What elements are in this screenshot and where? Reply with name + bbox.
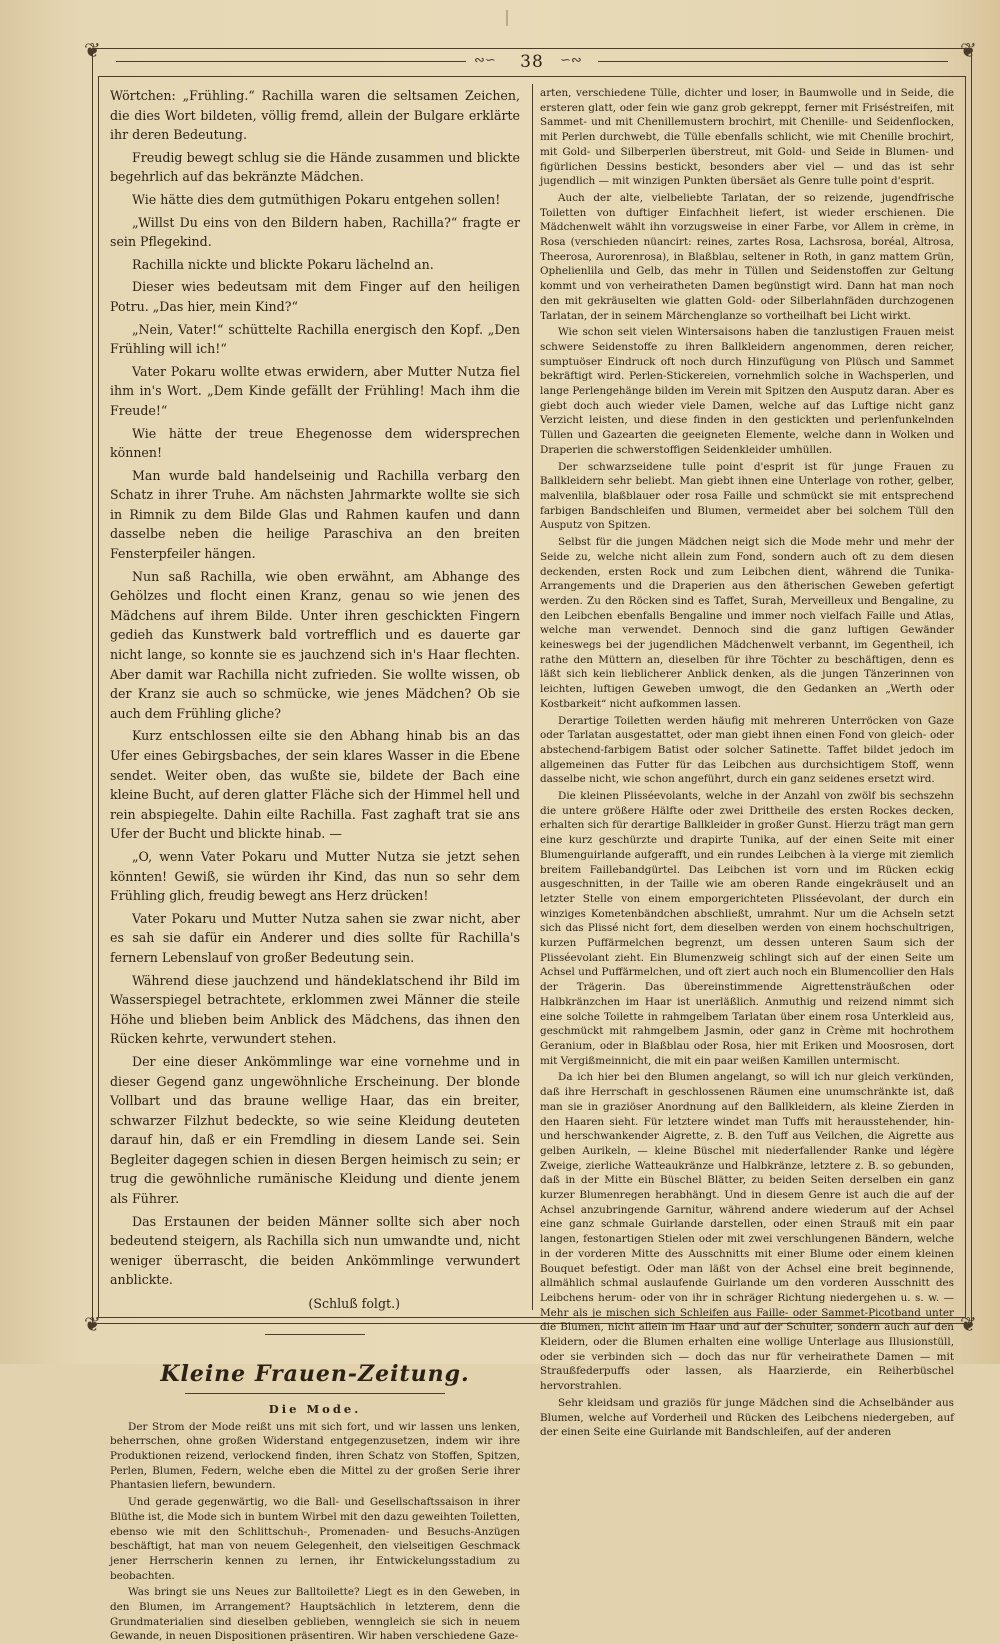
story-paragraph: Der eine dieser Ankömmlinge war eine vornehme und in dieser Gegend ganz ungewöhnliche Erscheinung. Der blonde Vollbart und das braune wellige Haar, das ein breiter, schwarzer Filzhut bedeckte, so wie seine Kleidung deuteten darauf hin, daß er ein Fremdling in diesem Lande sei. Sein Begleiter dagegen schien in diesen Bergen heimisch zu sein; er trug die gewöhnliche rumänische Kleidung und diente jenem als Führer. [110, 1053, 520, 1207]
story-paragraph: Wie hätte dies dem gutmüthigen Pokaru entgehen sollen! [132, 191, 501, 207]
news-section [110, 1361, 520, 1644]
right-column [540, 86, 954, 1439]
news-paragraph: Was bringt sie uns Neues zur Balltoilette? Liegt es in den Geweben, in den Blumen, im Arrangement? Hauptsächlich in letzterem, denn die Grundmaterialien sind dieselben geblieben, wenngleich sie sich in neuem Gewande, in neuen Dispositionen präsentiren. Wir haben verschiedene Gaze- [110, 1586, 520, 1643]
story-paragraph: „Nein, Vater!“ schüttelte Rachilla energisch den Kopf. „Den Frühling will ich!“ [110, 321, 520, 357]
flourish-right-icon: ∽∾ [560, 53, 582, 68]
continuation-note: (Schluß folgt.) [308, 1296, 400, 1312]
header-rule [598, 61, 948, 62]
story-paragraph: Freudig bewegt schlug sie die Hände zusammen und blickte begehrlich auf das bekränzte Mädchen. [110, 149, 520, 185]
news-paragraph: Da ich hier bei den Blumen angelangt, so will ich nur gleich verkünden, daß ihre Herrschaft in geschlossenen Räumen eine unumschränkte ist, daß man sie in graziöser Anordnung auf den Ballkleidern, als kleine Zierden in den Haaren sieht. Für letztere windet man Tuffs mit herausstehender, hin- und herschwankender Aigrette, z. B. den Tuff aus Veilchen, die Aigrette aus gelben Aurikeln, — kleine Büschel mit niederfallender Ranke und légère Zweige, zierliche Watteaukränze und Halbkränze, letztere z. B. so gebunden, daß in der Mitte ein Büschel Blätter, zu beiden Seiten derselben ein ganz kurzer Blumenregen herabhängt. Und in diesem Genre ist auch die auf der Achsel anzubringende Garnitur, während andere wiederum auf der Achsel eine ganz schmale Guirlande darstellen, oder einen Strauß mit ein paar langen, festonartigen Stielen oder mit zwei verschlungenen Bändern, welche in der vorderen Mitte des Ausschnitts mit einer Blume oder einem kleinen Bouquet befestigt. Oder man läßt von der Achsel eine breit beginnende, allmählich schmal auslaufende Guirlande um den vorderen Ausschnitt des Leibchens herum- oder von ihr in schräger Richtung niedergehen u. s. w. — Mehr als je mischen sich Schleifen aus Faille- oder Sammet-Picotband unter die Blumen, nicht allein im Haar und auf der Schulter, sondern auch auf den Kleidern, oder die Blumen erhalten eine wollige Unterlage aus Illusionstüll, oder sie verbinden sich — doch das nur für verheirathete Damen — mit Straußfederpuffs oder lassen, als Haarzierde, ein Reiherbüschel hervorstrahlen. [540, 1071, 954, 1393]
story-paragraph: Vater Pokaru und Mutter Nutza sahen sie zwar nicht, aber es sah sie dafür ein Anderer und dies sollte für Rachilla's fernern Lebenslauf von großer Bedeutung sein. [110, 910, 520, 965]
corner-ornament-icon: ❦ [960, 38, 977, 62]
story-paragraph: Dieser wies bedeutsam mit dem Finger auf den heiligen Potru. „Das hier, mein Kind?“ [110, 279, 520, 314]
news-paragraph: Sehr kleidsam und graziös für junge Mädchen sind die Achselbänder aus Blumen, welche auf Vorderheil und Rücken des Leibchens niedergeben, auf der einen Seite eine Guirlande mit Bandschleifen, auf der anderen [540, 1396, 954, 1439]
section-separator [265, 1334, 365, 1335]
news-paragraph: Derartige Toiletten werden häufig mit mehreren Unterröcken von Gaze oder Tarlatan ausgestattet, oder man giebt ihnen einen Fond von gleich- oder abstechend-farbigem Batist oder solcher Satinette. Taffet bildet jedoch im allgemeinen das Futter für das Leibchen aus durchsichtigem Stoff, wenn dasselbe nicht, wie schon angeführt, durch ein ganz seidenes ersetzt wird. [540, 714, 954, 786]
corner-ornament-icon: ❦ [84, 38, 101, 62]
story-paragraph: Das Erstaunen der beiden Männer sollte sich aber noch bedeutend steigern, als Rachilla sich nun umwandte und, nicht weniger überrascht, die beiden Ankömmlinge verwundert anblickte. [110, 1213, 520, 1288]
corner-ornament-icon: ❦ [960, 1312, 977, 1336]
left-column [110, 86, 520, 1643]
corner-ornament-icon: ❦ [84, 1312, 101, 1336]
news-paragraph: Wie schon seit vielen Wintersaisons haben die tanzlustigen Frauen meist schwere Seidenstoffe zu ihren Ballkleidern angenommen, deren reicher, sumptuöser Eindruck oft noch durch Hinzufügung von Plüsch und Sammet bekräftigt wird. Perlen-Stickereien, vornehmlich solche in Wachsperlen, und lange Perlengehänge bilden im Verein mit Spitzen den Ausputz daran. Aber es giebt doch auch wieder viele Damen, welche auf das Luftige nicht ganz Verzicht leisten, und diese finden in den gestickten und perlenfunkelnden Tüllen und Gazearten die geeigneten Elemente, welche dann in Wolken und Draperien die schwerstoffigen Seidenkleider umhüllen. [540, 326, 954, 456]
title-rule [185, 1393, 445, 1394]
story-paragraph: Vater Pokaru wollte etwas erwidern, aber Mutter Nutza fiel ihm in's Wort. „Dem Kinde gefällt der Frühling! Mach ihm die Freude!“ [110, 363, 520, 418]
story-paragraph: Während diese jauchzend und händeklatschend ihr Bild im Wasserspiegel betrachtete, erklommen zwei Männer die steile Höhe und blieben beim Anblick des Mädchens, das ihnen den Rücken kehrte, verwundert stehen. [110, 972, 520, 1047]
page-number: 38 [520, 52, 544, 72]
news-paragraph: Und gerade gegenwärtig, wo die Ball- und Gesellschaftssaison in ihrer Blüthe ist, die Mode sich in buntem Wirbel mit den dazu geweihten Toiletten, ebenso wie mit den Schlittschuh-, Promenaden- und Besuchs-Anzügen beschäftigt, hat man von neuem Gelegenheit, den vielseitigen Geschmack jener Herrscherin kennen zu lernen, ihr Entwickelungsstadium zu beobachten. [110, 1496, 520, 1582]
story-paragraph: Wie hätte der treue Ehegenosse dem widersprechen können! [110, 425, 520, 461]
news-paragraph: arten, verschiedene Tülle, dichter und loser, in Baumwolle und in Seide, die ersteren glatt, oder fein wie ganz grob gekreppt, ferner mit Friséstreifen, mit Sammet- und mit Chenillemustern brochirt, mit Chenille- und Seidenflocken, mit Perlen durchwebt, die Tülle ebenfalls schlicht, wie mit Chenille brochirt, mit Gold- und Silberperlen überstreut, mit Gold- und Seide in Blumen- und figürlichen Dessins bestickt, besonders aber viel — und das ist sehr jugendlich — mit winzigen Punkten übersäet als Genre tulle point d'esprit. [540, 87, 954, 188]
story-paragraph: Rachilla nickte und blickte Pokaru lächelnd an. [132, 256, 434, 272]
news-paragraph: Der Strom der Mode reißt uns mit sich fort, und wir lassen uns lenken, beherrschen, ohne großen Widerstand entgegenzusetzen, indem wir ihre Produktionen reizend, verlockend finden, ihren Schatz von Stoffen, Spitzen, Perlen, Blumen, Federn, welche eben die Mittel zu der großen Serie ihrer Phantasien liefern, bewundern. [110, 1420, 520, 1492]
section-subtitle: Die Mode. [268, 1401, 362, 1416]
paper-mark [506, 10, 508, 26]
story-paragraph: „Willst Du eins von den Bildern haben, Rachilla?“ fragte er sein Pflegekind. [110, 214, 520, 250]
news-paragraph: Auch der alte, vielbeliebte Tarlatan, der so reizende, jugendfrische Toiletten von duftiger Einfachheit liefert, ist wieder erschienen. Die Mädchenwelt wählt ihn vorzugsweise in einer Farbe, vor Allem in crème, in Rosa (verschieden nüancirt: reines, zartes Rosa, Lachsrosa, boréal, Altrosa, Theerosa, Aurorenrosa), in Blaßblau, seltener in Roth, in ganz mattem Grün, Ophelienlila und Gelb, das mehr in Tüllen und Seidenstoffen zur Geltung kommt und von verheiratheten Damen begünstigt wird. Dann hat man noch den mit gekräuselten wie glatten Gold- oder Silberlahnfäden durchzogenen Tarlatan, der in seinem Märchenglanze so vortheilhaft bei Licht wirkt. [540, 191, 954, 322]
story-paragraph: Man wurde bald handelseinig und Rachilla verbarg den Schatz in ihrer Truhe. Am nächsten Jahrmarkte wollte sie sich in Rimnik zu dem Bilde Glas und Rahmen kaufen und dann dasselbe neben die heilige Paraschiva an den breiten Fensterpfeiler hängen. [110, 467, 520, 562]
column-divider [532, 84, 533, 1310]
news-paragraph: Selbst für die jungen Mädchen neigt sich die Mode mehr und mehr der Seide zu, welche nicht allein zum Fond, sondern auch oft zu dem diesen deckenden, ersten Rock und zum Leibchen dient, während die Tunika-Arrangements und die Draperien aus den ätherischen Geweben gefertigt werden. Zu den Röcken sind es Taffet, Surah, Merveilleux und Bengaline, zu den Leibchen ebenfalls Bengaline und immer noch vielfach Faille und Atlas, welche man verwendet. Dennoch sind die ganz luftigen Gewänder keineswegs bei der jugendlichen Mädchenwelt verbannt, im Gegentheil, ich rathe den Müttern an, dieselben für ihre Töchter zu beschäftigen, denn es läßt sich kein lieblicherer Anblick denken, als die jungen Tänzerinnen von leichten, luftigen Geweben umwogt, die den Gedanken an „Werth oder Kostbarkeit“ nicht aufkommen lassen. [540, 536, 954, 710]
story-paragraph: Nun saß Rachilla, wie oben erwähnt, am Abhange des Gehölzes und flocht einen Kranz, genau so wie jenen des Mädchens auf ihrem Bilde. Unter ihren geschickten Fingern gedieh das Kunstwerk bald vortrefflich und es dauerte gar nicht lange, so konnte sie es jauchzend sich in's Haar flechten. Aber damit war Rachilla nicht zufrieden. Sie wollte wissen, ob der Kranz sie auch so schmücke, wie jenes Mädchen? Ob sie auch dem Frühling gliche? [110, 568, 520, 721]
news-paragraph: Die kleinen Plisséevolants, welche in der Anzahl von zwölf bis sechszehn die untere größere Hälfte oder zwei Drittheile des ersten Rockes decken, erhalten sich für derartige Ballkleider in großer Gunst. Hierzu trägt man gern eine kurz geschürzte und drapirte Tunika, auf der einen Seite mit einer Blumenguirlande aufgerafft, und ein rundes Leibchen à la vierge mit ziemlich breitem Faillebandgürtel. Das Leibchen ist vorn und im Rücken eckig ausgeschnitten, in der Taille wie am oberen Rande eingekräuselt und an letzter Stelle von einem emporgerichteten Plisséevolant, der durch ein winziges Kometenbändchen abschließt, umrahmt. Nur um die Achseln setzt sich das Plissé nicht fort, dem dieselben werden von einem hochschultrigen, kurzen Puffärmelchen begrenzt, um dessen unteren Saum sich der Plisséevolant zieht. Ein Blumenzweig schlingt sich auf der einen Seite um Achsel und Puffärmelchen, und oft ziert auch noch ein Blumencollier den Hals der Trägerin. Das übereinstimmende Aigrettensträußchen oder Halbkränzchen im Haar ist unerläßlich. Anmuthig und reizend nimmt sich eine solche Toilette in rahmgelbem Tarlatan über einem rosa Unterkleid aus, geschmückt mit rahmgelbem Jasmin, oder ganz in Crème mit hochrothem Geranium, oder in Blaßblau oder Rosa, hier mit Eriken und Moosrosen, dort mit Vergißmeinnicht, die mit ein paar weißen Kamillen untermischt. [540, 790, 954, 1067]
story-paragraph: Wörtchen: „Frühling.“ Rachilla waren die seltsamen Zeichen, die dies Wort bildeten, völlig fremd, allein der Bulgare erklärte ihr deren Bedeutung. [110, 88, 520, 143]
section-title: Kleine Frauen-Zeitung. [160, 1360, 470, 1387]
flourish-left-icon: ∾∽ [474, 53, 496, 68]
header-rule [116, 61, 466, 62]
news-paragraph: Der schwarzseidene tulle point d'esprit ist für junge Frauen zu Ballkleidern sehr beliebt. Man giebt ihnen eine Unterlage von rother, gelber, malvenlila, blaßblauer oder rosa Faille und schmückt sie mit entsprechend farbigen Bandschleifen und Blumen, vermeidet aber bei solchem Tüll den Ausputz von Spitzen. [540, 460, 954, 532]
story-paragraph: „O, wenn Vater Pokaru und Mutter Nutza sie jetzt sehen könnten! Gewiß, sie würden ihr Kind, das nun so sehr dem Frühling glich, freudig bewegt ans Herz drücken! [110, 848, 520, 904]
page-header [92, 48, 972, 76]
story-paragraph: Kurz entschlossen eilte sie den Abhang hinab bis an das Ufer eines Gebirgsbaches, der sein klares Wasser in die Ebene sendet. Weiter oben, das wußte sie, bildete der Bach eine kleine Bucht, auf deren glatter Fläche sich der Himmel hell und rein abspiegelte. Dahin eilte Rachilla. Fast zaghaft trat sie ans Ufer der Bucht und blickte hinab. — [110, 728, 520, 842]
